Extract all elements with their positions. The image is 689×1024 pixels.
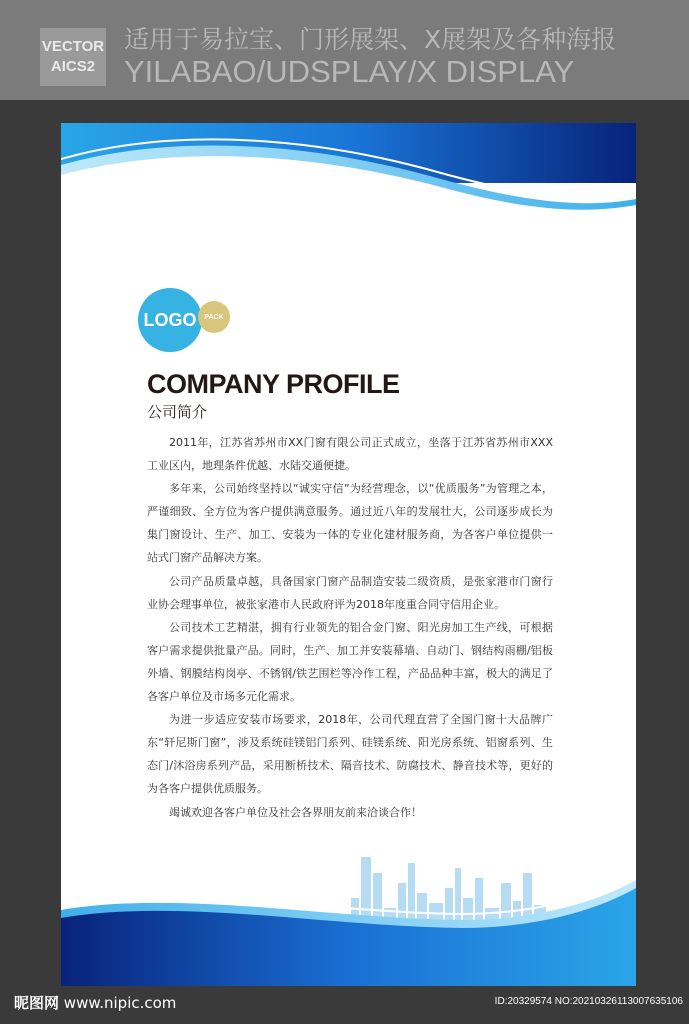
top-banner <box>0 0 689 100</box>
page-subtitle: 公司简介 <box>147 403 208 421</box>
bottom-wave-decoration <box>61 856 636 986</box>
profile-body <box>147 431 553 824</box>
paragraph: 为进一步适应安装市场要求，2018年，公司代理直营了全国门窗十大品牌广东“轩尼斯门窗”，涉及系统硅镁铝门系列、硅镁系统、阳光房系统、铝窗系列、生态门/沐浴房系列产品，采用断桥技术、隔音技术、防腐技术、静音技术等，更好的为各客户提供优质服务。 <box>147 713 553 796</box>
paragraph: 多年来，公司始终坚持以“诚实守信”为经营理念，以“优质服务”为管理之本，严谨细致、全方位为客户提供满意服务。通过近八年的发展壮大，公司逐步成长为集门窗设计、生产、加工、安装为一体的专业化建材服务商，为各客户单位提供一站式门窗产品解决方案。 <box>147 482 553 565</box>
paragraph: 竭诚欢迎各客户单位及社会各界朋友前来洽谈合作！ <box>169 805 422 819</box>
page-title: COMPANY PROFILE <box>147 369 400 399</box>
paragraph: 2011年，江苏省苏州市XX门窗有限公司正式成立，坐落于江苏省苏州市XXX工业区内，地理条件优越、水陆交通便捷。 <box>147 436 553 473</box>
paragraph: 公司产品质量卓越，具备国家门窗产品制造安装二级资质，是张家港市门窗行业协会理事单位，被张家港市人民政府评为2018年度重合同守信用企业。 <box>147 574 553 611</box>
banner-title-en: YILABAO/UDSPLAY/X DISPLAY <box>124 54 575 89</box>
vector-badge <box>40 28 106 86</box>
watermark-site <box>14 992 176 1013</box>
site-url: www.nipic.com <box>63 994 177 1012</box>
logo-circle <box>138 288 202 352</box>
paragraph: 公司技术工艺精湛，拥有行业领先的铝合金门窗、阳光房加工生产线，可根据客户需求提供批量产品。同时，生产、加工并安装幕墙、自动门、钢结构雨棚/铝板外墙、钢膜结构岗亭、不锈钢/铁艺围栏等冷作工程，产品品种丰富，极大的满足了各客户单位及市场多元化需求。 <box>147 620 553 704</box>
logo-text: LOGO <box>143 309 197 330</box>
badge-line2: AICS2 <box>50 58 96 75</box>
site-logo: 昵图网 <box>14 994 60 1012</box>
top-wave-decoration <box>61 123 636 223</box>
logo-pack-text: PACK <box>204 313 224 321</box>
banner-title-cn: 适用于易拉宝、门形展架、X展架及各种海报 <box>124 25 617 54</box>
watermark-id: ID:20329574 NO:20210326113007635106 <box>494 996 683 1007</box>
logo-pack-circle <box>198 301 230 333</box>
badge-line1: VECTOR <box>41 38 105 55</box>
poster <box>61 123 636 986</box>
